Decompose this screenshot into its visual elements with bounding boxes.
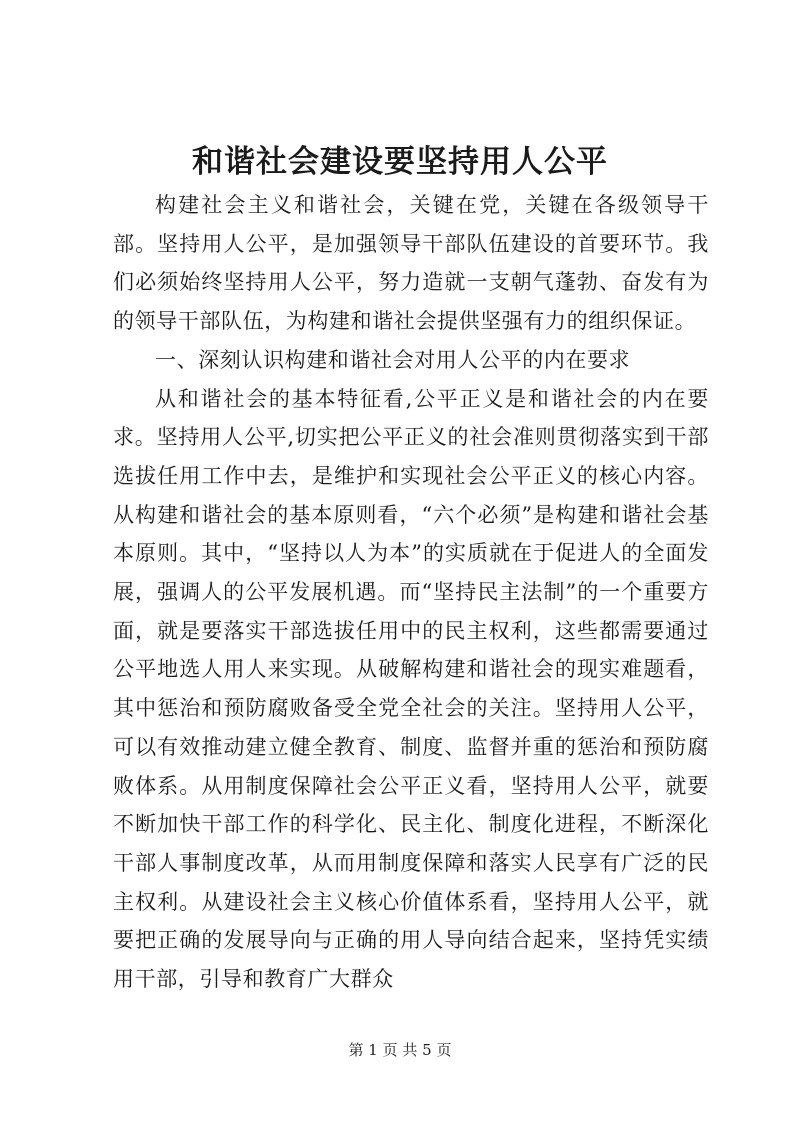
- intro-paragraph: 构建社会主义和谐社会，关键在党，关键在各级领导干部。坚持用人公平，是加强领导干部队伍建设的首要环节。我们必须始终坚持用人公平，努力造就一支朝气蓬勃、奋发有为的领导干部队伍，为构建和谐社会提供坚强有力的组织保证。: [113, 193, 709, 334]
- page-footer: 第 1 页 共 5 页: [348, 1041, 452, 1059]
- document-body: [113, 186, 709, 999]
- section-heading: 一、深刻认识构建和谐社会对用人公平的内在要求: [155, 347, 631, 372]
- document-title: 和谐社会建设要坚持用人公平: [192, 144, 608, 180]
- body-paragraph: 从和谐社会的基本特征看,公平正义是和谐社会的内在要求。坚持用人公平,切实把公平正义的社会准则贯彻落实到干部选拔任用工作中去，是维护和实现社会公平正义的核心内容。从构建和谐社会的基本原则看，“六个必须”是构建和谐社会基本原则。其中，“坚持以人为本”的实质就在于促进人的全面发展，强调人的公平发展机遇。而“坚持民主法制”的一个重要方面，就是要落实干部选拔任用中的民主权利，这些都需要通过公平地选人用人来实现。从破解构建和谐社会的现实难题看，其中惩治和预防腐败备受全党全社会的关注。坚持用人公平，可以有效推动建立健全教育、制度、监督并重的惩治和预防腐败体系。从用制度保障社会公平正义看，坚持用人公平，就要不断加快干部工作的科学化、民主化、制度化进程，不断深化干部人事制度改革，从而用制度保障和落实人民享有广泛的民主权利。从建设社会主义核心价值体系看，坚持用人公平，就要把正确的发展导向与正确的用人导向结合起来，坚持凭实绩用干部，引导和教育广大群众: [113, 386, 709, 992]
